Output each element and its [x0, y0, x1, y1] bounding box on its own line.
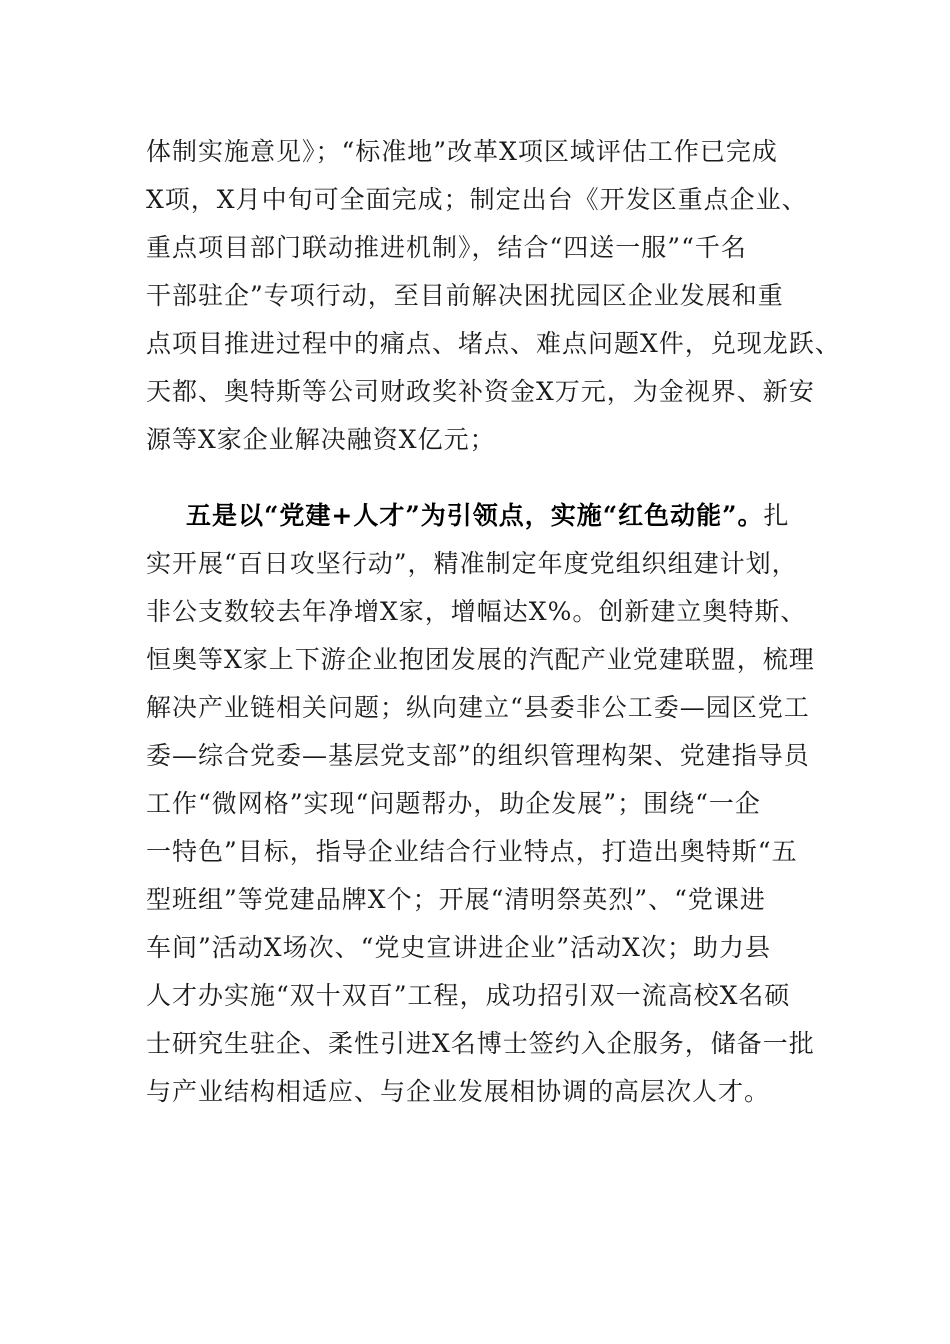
paragraph-first-line	[146, 492, 826, 540]
paragraph-line: 天都、奥特斯等公司财政奖补资金X万元，为金视界、新安	[146, 377, 815, 406]
paragraph-lead-heading: 五是以“党建+人才”为引领点，实施“红色动能”。	[186, 501, 764, 530]
paragraph-line: 点项目推进过程中的痛点、堵点、难点问题X件，兑现龙跃、	[146, 329, 841, 358]
paragraph-line: 人才办实施“双十双百”工程，成功招引双一流高校X名硕	[146, 981, 791, 1010]
paragraph-line: 士研究生驻企、柔性引进X名博士签约入企服务，储备一批	[146, 1029, 815, 1058]
paragraph-line: 型班组”等党建品牌X个；开展“清明祭英烈”、“党课进	[146, 885, 766, 914]
paragraph-line: 实开展“百日攻坚行动”，精准制定年度党组织组建计划，	[146, 549, 798, 578]
paragraph-line: 工作“微网格”实现“问题帮办，助企发展”；围绕“一企	[146, 789, 761, 818]
paragraph-line: 恒奥等X家上下游企业抱团发展的汽配产业党建联盟，梳理	[146, 645, 815, 674]
paragraph-line: 重点项目部门联动推进机制》，结合“四送一服”“千名	[146, 233, 747, 262]
paragraph-line: 车间”活动X场次、“党史宣讲进企业”活动X次；助力县	[146, 933, 771, 962]
paragraph-1	[146, 128, 841, 464]
paragraph-line: 非公支数较去年净增X家，增幅达X%。创新建立奥特斯、	[146, 597, 807, 626]
paragraph-line: 委—综合党委—基层党支部”的组织管理构架、党建指导员	[146, 741, 810, 770]
paragraph-line: 解决产业链相关问题；纵向建立“县委非公工委—园区党工	[146, 693, 810, 722]
paragraph-2	[146, 492, 826, 1116]
paragraph-line-rest: 扎	[763, 501, 790, 530]
paragraph-line: 与产业结构相适应、与企业发展相协调的高层次人才。	[146, 1077, 771, 1106]
paragraph-line: 源等X家企业解决融资X亿元；	[146, 425, 496, 454]
paragraph-line: 体制实施意见》；“标准地”改革X项区域评估工作已完成	[146, 137, 778, 166]
paragraph-line: 一特色”目标，指导企业结合行业特点，打造出奥特斯“五	[146, 837, 798, 866]
paragraph-line: 干部驻企”专项行动，至目前解决困扰园区企业发展和重	[146, 281, 784, 310]
paragraph-line: X项，X月中旬可全面完成；制定出台《开发区重点企业、	[146, 185, 808, 214]
